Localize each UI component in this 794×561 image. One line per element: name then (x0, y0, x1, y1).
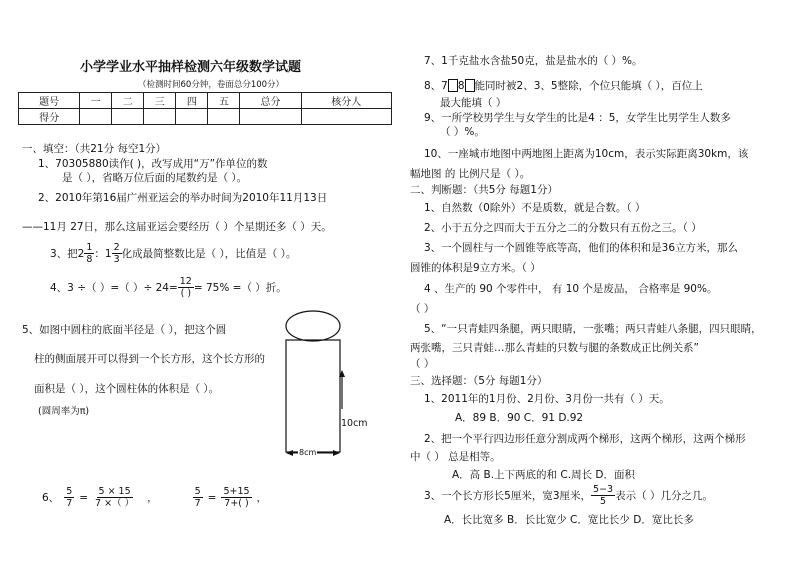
q8-digit: 8 (457, 79, 465, 92)
score-table-header: 二 (112, 93, 144, 109)
choice-3-fraction (591, 484, 615, 507)
arrow-left-icon (286, 450, 293, 456)
q4-suffix: = 75% =（ ）折。 (193, 282, 287, 294)
q10-line-1: 10、一座城市地图中两地图上距离为10cm，表示实际距离30km，该 (424, 148, 749, 160)
score-cell[interactable] (301, 109, 391, 125)
equals-sign: = (79, 491, 89, 504)
q8-line-1 (424, 78, 703, 93)
q5-line-3: 面积是（ ），这个圆柱体的体积是（ ）。 (34, 383, 220, 395)
judge-5-line-2: 两张嘴，三只青蛙…那么青蛙的只数与腿的条数成正比例关系” (410, 342, 699, 354)
page-title: 小学学业水平抽样检测六年级数学试题 (80, 60, 302, 75)
score-cell[interactable] (80, 109, 112, 125)
choice-1-options: A．89 B．90 C．91 D.92 (455, 412, 584, 424)
score-table-header: 四 (176, 93, 208, 109)
section-fill-title: 一、填空：（共21分 每空1分） (22, 143, 167, 155)
choice-3-prefix: 3、一个长方形长5厘米，宽3厘米， (424, 490, 592, 502)
q5-line-2: 柱的侧面展开可以得到一个长方形，这个长方形的 (34, 353, 265, 365)
choice-2-line-1: 2、把一个平行四边形任意分割成两个梯形，这两个梯形，这两个梯形 (424, 433, 746, 445)
digit-box[interactable] (448, 79, 458, 92)
q1-line-2: 是（ ），省略万位后面的尾数约是（ ）。 (62, 172, 248, 184)
q3-suffix: 化成最简整数比是（ ），比值是（ ）。 (121, 248, 297, 260)
score-cell[interactable] (176, 109, 208, 125)
q5-pi-note: (圆周率为π) (38, 406, 90, 417)
fraction-numerator: 2 (113, 242, 120, 253)
score-cell[interactable] (112, 109, 144, 125)
q6-label: 6、 (42, 492, 60, 504)
q4-line (50, 276, 287, 299)
equals-sign: = (207, 491, 217, 504)
score-table-header: 题号 (19, 93, 80, 109)
q8-prefix: 8、7 (424, 80, 448, 92)
fraction-numerator: 12 (179, 276, 192, 287)
q8-line-2: 最大能填（ ） (440, 97, 507, 109)
fraction-numerator: 1 (86, 242, 93, 253)
section-choice-title: 三、选择题：（5分 每题1分） (410, 375, 548, 387)
score-table-header: 一 (80, 93, 112, 109)
score-row-label: 得分 (19, 109, 80, 125)
cylinder-figure (280, 306, 380, 476)
fraction-denominator: 7 ×（ ） (95, 498, 135, 509)
q2-line-2: ——11月 27日，那么这届亚运会要经历（ ）个星期还多（ ）天。 (22, 221, 332, 233)
score-table-header: 三 (144, 93, 176, 109)
fraction-numerator: 5−3 (593, 484, 614, 495)
choice-1: 1、2011年的1月份、2月份、3月份一共有（ ）天。 (424, 393, 670, 405)
arrow-right-icon (333, 450, 340, 456)
exam-subtitle: （检测时间60分钟，卷面总分100分） (138, 80, 285, 90)
q6-separator: ， (147, 492, 158, 504)
q9-line-2: （ ）%。 (440, 126, 485, 138)
q4-prefix: 4、3 ÷（ ）=（ ）÷ 24= (50, 282, 178, 294)
choice-2-options: A．高 B.上下两底的和 C.周长 D．面积 (452, 469, 635, 481)
q5-line-1: 5、如图中圆柱的底面半径是（ ），把这个圆 (22, 324, 227, 336)
fraction-denominator: 7+( ) (224, 498, 249, 509)
q2-line-1: 2、2010年第16届广州亚运会的举办时间为2010年11月13日 (38, 192, 328, 204)
fraction-denominator: 3 (113, 254, 120, 265)
choice-3-options: A．长比宽多 B．长比宽少 C．宽比长少 D．宽比长多 (444, 514, 694, 526)
fraction-denominator: ( ) (180, 288, 192, 299)
score-cell[interactable] (208, 109, 240, 125)
q6-fraction-2 (93, 486, 136, 509)
score-table-header: 总分 (240, 93, 301, 109)
q6-line (42, 486, 267, 509)
fraction-denominator: 8 (86, 254, 93, 265)
choice-3-line (424, 484, 713, 507)
q8-suffix: 能同时被2、3、5整除，个位只能填（ ），百位上 (474, 80, 703, 92)
fraction-denominator: 7 (66, 498, 73, 509)
choice-2-line-2: 中（ ） 总是相等。 (410, 451, 501, 463)
q6-fraction-3 (193, 486, 203, 509)
q1-line-1: 1、70305880读作( )，改写成用“万”作单位的数 (38, 158, 268, 170)
judge-4-line-2: （ ） (410, 303, 435, 315)
q9-line-1: 9、一所学校男学生与女学生的比是4 ：5，女学生比男学生人数多 (424, 112, 731, 124)
score-cell[interactable] (144, 109, 176, 125)
score-table-score-row (19, 109, 392, 125)
q6-fraction-1 (64, 486, 74, 509)
choice-3-suffix: 表示（ ）几分之几。 (615, 490, 713, 502)
cylinder-top-ellipse (286, 311, 340, 341)
score-table-header-row (19, 93, 392, 109)
q6-end: ， (256, 492, 268, 504)
q3-middle: ：1 (94, 248, 112, 260)
q3-prefix: 3、把2 (50, 248, 85, 260)
q3-fraction-1 (84, 242, 94, 265)
judge-3-line-2: 圆锥的体积是9立方米。（ ） (410, 262, 541, 274)
section-judge-title: 二、判断题：（共5分 每题1分） (410, 184, 558, 196)
cylinder-side-rectangle (286, 340, 340, 452)
judge-4-line-1: 4 、生产的 90 个零件中， 有 10 个是废品， 合格率是 90%。 (424, 283, 718, 295)
judge-5-line-1: 5、“一只青蛙四条腿，两只眼睛，一张嘴；两只青蛙八条腿，四只眼睛， (424, 323, 762, 335)
fraction-numerator: 5 × 15 (98, 486, 131, 497)
judge-5-line-3: （ ） (410, 358, 435, 370)
judge-2: 2、小于五分之四而大于五分之二的分数只有五份之三。（ ） (424, 222, 702, 234)
q6-fraction-4 (221, 486, 251, 509)
digit-box[interactable] (465, 79, 475, 92)
fraction-numerator: 5+15 (223, 486, 250, 497)
fraction-denominator: 7 (194, 498, 201, 509)
fraction-numerator: 5 (194, 486, 201, 497)
q10-line-2: 幅地图 的 比例尺是（ ）。 (410, 168, 531, 180)
score-table-header: 核分人 (301, 93, 391, 109)
q3-fraction-2 (112, 242, 122, 265)
q3-line (50, 242, 296, 265)
score-table (18, 92, 392, 125)
score-table-header: 五 (208, 93, 240, 109)
fraction-denominator: 5 (600, 496, 607, 507)
fraction-numerator: 5 (66, 486, 73, 497)
score-cell[interactable] (240, 109, 301, 125)
q4-fraction (178, 276, 194, 299)
judge-1: 1、自然数（0除外）不是质数，就是合数。（ ） (424, 202, 646, 214)
judge-3-line-1: 3、一个圆柱与一个圆锥等底等高，他们的体积和是36立方米，那么 (424, 242, 739, 254)
cylinder-height-label: 10cm (341, 418, 368, 429)
q7-line: 7、1千克盐水含盐50克，盐是盐水的（ ）%。 (424, 55, 643, 67)
cylinder-circumference-label: 8cm (299, 448, 317, 457)
